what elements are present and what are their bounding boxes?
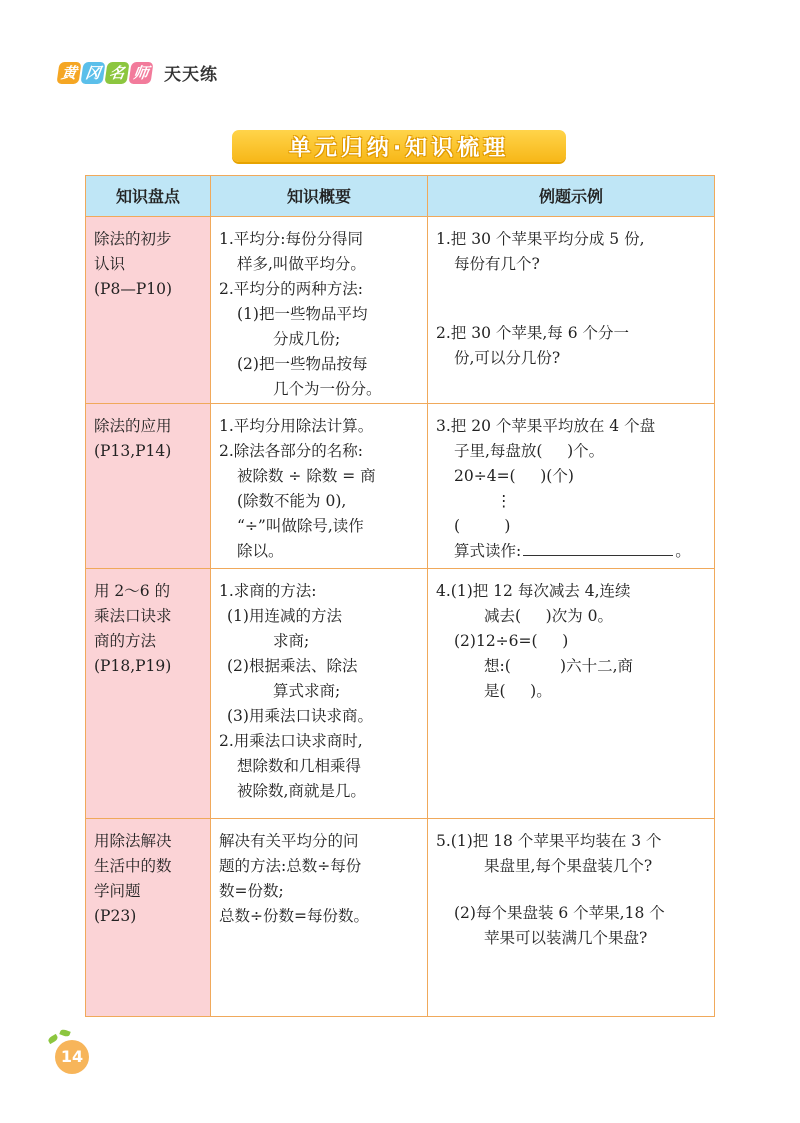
summary-line: 求商; xyxy=(273,632,310,650)
summary-line: 样多,叫做平均分。 xyxy=(237,255,366,273)
topic-line: 商的方法 xyxy=(94,632,157,650)
read-as-label: 算式读作: xyxy=(454,542,522,560)
summary-line: 除以。 xyxy=(237,542,284,560)
header-topic: 知识盘点 xyxy=(86,176,211,217)
topic-cell xyxy=(86,404,211,569)
example-line: 每份有几个? xyxy=(454,255,540,273)
summary-cell xyxy=(211,569,428,819)
summary-line: (1)把一些物品平均 xyxy=(237,305,368,323)
summary-line: 几个为一份分。 xyxy=(273,380,382,398)
examples-cell xyxy=(428,404,715,569)
summary-line: 2.用乘法口诀求商时, xyxy=(219,732,363,750)
topic-cell xyxy=(86,217,211,404)
example-line: (2)12÷6=( ) xyxy=(454,632,569,650)
topic-cell xyxy=(86,569,211,819)
summary-line: 1.平均分用除法计算。 xyxy=(219,417,374,435)
topic-line: (P23) xyxy=(94,907,137,925)
summary-line: 1.平均分:每份分得同 xyxy=(219,230,364,248)
leaf-decoration xyxy=(59,1028,70,1037)
header-examples: 例题示例 xyxy=(428,176,715,217)
example-line: 5.(1)把 18 个苹果平均装在 3 个 xyxy=(436,832,662,850)
summary-line: (1)用连减的方法 xyxy=(227,607,342,625)
summary-cell xyxy=(211,819,428,1017)
examples-cell xyxy=(428,569,715,819)
summary-cell xyxy=(211,404,428,569)
brand-char: 黄 xyxy=(56,62,81,84)
example-line: 1.把 30 个苹果平均分成 5 份, xyxy=(436,230,645,248)
summary-line: 被除数 ÷ 除数 = 商 xyxy=(237,467,376,485)
topic-line: (P18,P19) xyxy=(94,657,172,675)
topic-line: (P13,P14) xyxy=(94,442,172,460)
knowledge-table xyxy=(85,175,715,1017)
summary-line: 数=份数; xyxy=(219,882,284,900)
summary-line: 想除数和几相乘得 xyxy=(237,757,362,775)
summary-line: (2)根据乘法、除法 xyxy=(227,657,358,675)
summary-line: 2.平均分的两种方法: xyxy=(219,280,364,298)
topic-line: 除法的初步 xyxy=(94,230,172,248)
examples-cell xyxy=(428,217,715,404)
series-title: 天天练 xyxy=(164,65,218,85)
header-summary: 知识概要 xyxy=(211,176,428,217)
example-line: 苹果可以装满几个果盘? xyxy=(484,929,648,947)
summary-line: 分成几份; xyxy=(273,330,341,348)
example-line: 20÷4=( )(个) xyxy=(454,467,574,485)
brand-char: 冈 xyxy=(80,62,105,84)
section-title-banner xyxy=(232,130,566,162)
vertical-ellipsis: ⋮ xyxy=(496,492,512,510)
topic-line: 用 2～6 的 xyxy=(94,582,171,600)
topic-line: 生活中的数 xyxy=(94,857,172,875)
example-line: 3.把 20 个苹果平均放在 4 个盘 xyxy=(436,417,656,435)
summary-line: (3)用乘法口诀求商。 xyxy=(227,707,373,725)
topic-line: 认识 xyxy=(94,255,126,273)
period: 。 xyxy=(675,542,691,560)
topic-line: 除法的应用 xyxy=(94,417,172,435)
summary-line: (2)把一些物品按每 xyxy=(237,355,368,373)
example-line: (2)每个果盘装 6 个苹果,18 个 xyxy=(454,904,665,922)
table-header-row xyxy=(86,176,715,217)
summary-line: “÷”叫做除号,读作 xyxy=(237,517,364,535)
summary-line: 2.除法各部分的名称: xyxy=(219,442,364,460)
topic-line: 乘法口诀求 xyxy=(94,607,172,625)
topic-line: 学问题 xyxy=(94,882,141,900)
topic-line: (P8—P10) xyxy=(94,280,173,298)
brand-char: 名 xyxy=(104,62,129,84)
example-line: 减去( )次为 0。 xyxy=(484,607,614,625)
summary-line: 题的方法:总数÷每份 xyxy=(219,857,362,875)
example-line: 2.把 30 个苹果,每 6 个分一 xyxy=(436,324,630,342)
example-line: 是( )。 xyxy=(484,682,552,700)
summary-line: 1.求商的方法: xyxy=(219,582,317,600)
page-number: 14 xyxy=(55,1040,89,1074)
summary-line: 算式求商; xyxy=(273,682,341,700)
example-line: ( ) xyxy=(454,517,511,535)
examples-cell xyxy=(428,819,715,1017)
summary-line: 解决有关平均分的问 xyxy=(219,832,359,850)
example-line: 子里,每盘放( )个。 xyxy=(454,442,605,460)
topic-line: 用除法解决 xyxy=(94,832,172,850)
answer-blank[interactable] xyxy=(523,541,673,556)
example-line xyxy=(436,539,706,564)
summary-line: 被除数,商就是几。 xyxy=(237,782,366,800)
section-title: 单元归纳·知识梳理 xyxy=(288,135,510,161)
topic-cell xyxy=(86,819,211,1017)
leaf-decoration xyxy=(47,1034,59,1044)
brand-header xyxy=(58,60,218,85)
example-line: 果盘里,每个果盘装几个? xyxy=(484,857,653,875)
table-row xyxy=(86,569,715,819)
table-row xyxy=(86,819,715,1017)
summary-cell xyxy=(211,217,428,404)
summary-line: 总数÷份数=每份数。 xyxy=(219,907,369,925)
summary-line: (除数不能为 0), xyxy=(237,492,347,510)
example-line: 想:( )六十二,商 xyxy=(484,657,634,675)
example-line: 4.(1)把 12 每次减去 4,连续 xyxy=(436,582,631,600)
table-row xyxy=(86,404,715,569)
table-row xyxy=(86,217,715,404)
example-line: 份,可以分几份? xyxy=(454,349,561,367)
brand-char: 师 xyxy=(128,62,153,84)
